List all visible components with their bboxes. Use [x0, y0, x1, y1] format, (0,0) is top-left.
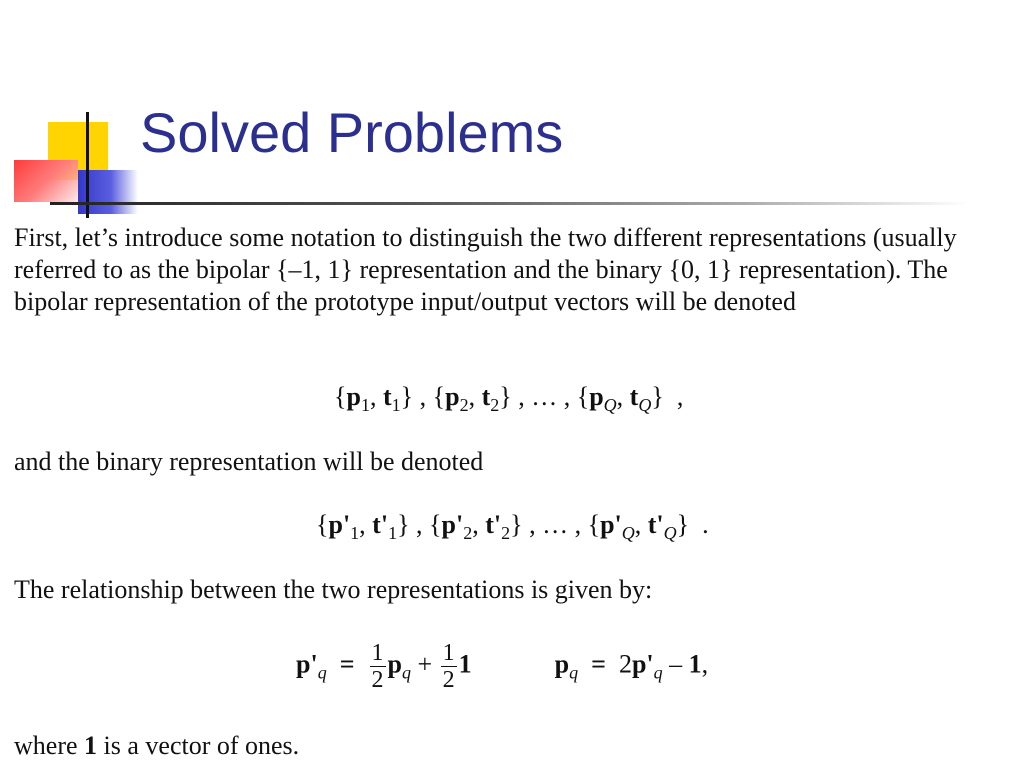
paragraph-binary: and the binary representation will be denoted	[14, 447, 484, 476]
equation-bipolar: {$p_1$, $t_1$} , {$p_2$, $t_2$} , … , {$p_Q$, $t_Q$} ,	[334, 382, 684, 416]
paragraph-relationship: The relationship between the two representations is given by:	[14, 575, 653, 604]
equation-relation: $p'_q$ = $\frac{1}{2}$ $p_q$ + $\frac{1}{2}$ 1 $p_q = 2p'_q - 1$,	[296, 640, 709, 693]
slide-logo	[0, 0, 150, 220]
fraction-half-2: $\frac{1}{2}$	[442, 640, 455, 693]
equation-binary: {$p'_1$, $t'_1$} , {$p'_2$, $t'_2$} , … , {$p'_Q$, $t'_Q$} .	[316, 510, 709, 544]
title-underline	[50, 202, 970, 205]
paragraph-where: where 1 is a vector of ones.	[14, 731, 300, 760]
paragraph-notation: First, let’s introduce some notation to distinguish the two different representations (usually referred to as the bipolar {–1, 1} representation and the binary {0, 1} representation). The bipolar representation of the prototype input/output vectors will be denoted	[14, 223, 957, 316]
fraction-half-1: $\frac{1}{2}$	[371, 640, 384, 693]
slide-title: Solved Problems	[140, 101, 564, 164]
logo-red-square	[14, 160, 78, 202]
